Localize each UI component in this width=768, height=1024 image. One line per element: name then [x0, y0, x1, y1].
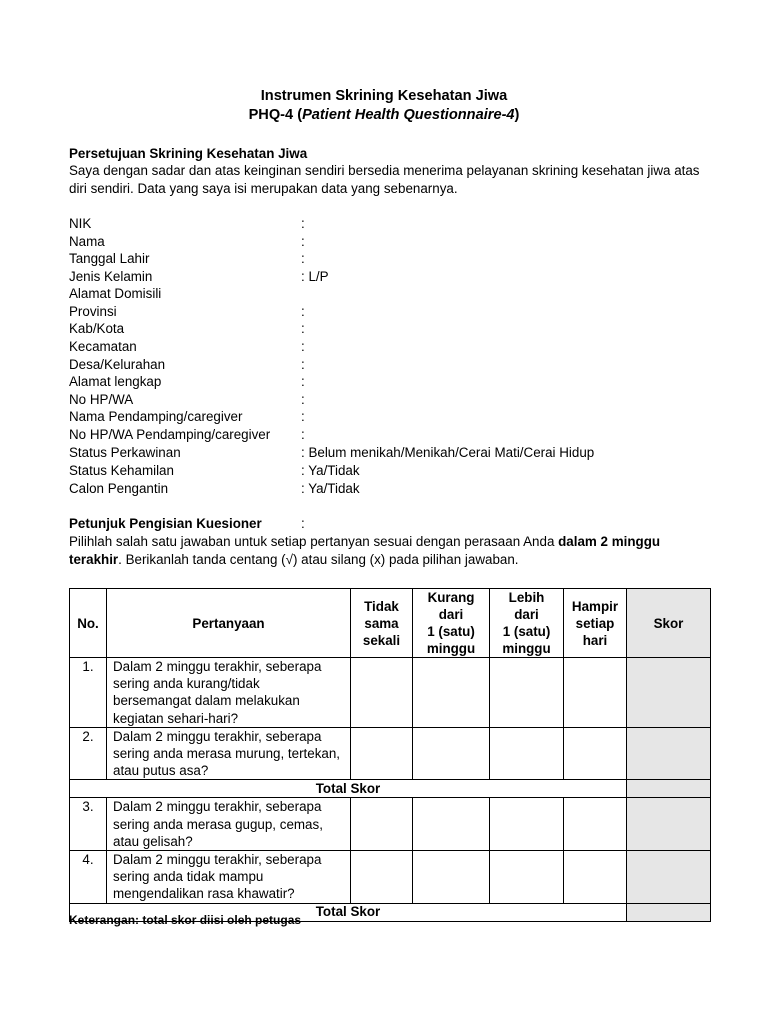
header-no: No.	[70, 589, 107, 658]
instructions-text	[69, 533, 705, 568]
header-line: minggu	[426, 641, 476, 656]
score-cell[interactable]	[627, 798, 711, 851]
total-score-cell[interactable]	[627, 903, 711, 921]
header-option-3	[490, 589, 564, 658]
header-line: 1 (satu)	[427, 624, 475, 639]
identity-label: Calon Pengantin	[69, 481, 169, 496]
header-line: dari	[438, 607, 464, 622]
question-line: Dalam 2 minggu terakhir, seberapa	[113, 728, 322, 744]
header-line: Lebih	[508, 590, 545, 605]
header-line: minggu	[502, 641, 551, 656]
answer-cell-option-3[interactable]	[490, 851, 564, 904]
header-line: dari	[514, 607, 539, 622]
subtitle-prefix: PHQ-4 (	[248, 107, 303, 123]
answer-cell-option-1[interactable]	[351, 798, 413, 851]
footnote: Keterangan: total skor diisi oleh petugas	[69, 913, 302, 927]
header-line: Tidak	[364, 598, 399, 614]
question-line: sering anda merasa murung, tertekan,	[113, 746, 341, 762]
answer-cell-option-1[interactable]	[351, 851, 413, 904]
identity-value: :	[301, 216, 305, 231]
table-row	[70, 851, 711, 904]
identity-value: :	[301, 409, 305, 424]
answer-cell-option-3[interactable]	[490, 658, 564, 728]
question-number: 2.	[70, 727, 107, 780]
answer-cell-option-2[interactable]	[413, 798, 490, 851]
identity-value: :	[301, 374, 305, 389]
question-line: bersemangat dalam melakukan	[113, 693, 300, 709]
consent-text: Saya dengan sadar dan atas keinginan sendiri bersedia menerima pelayanan skrining kesehatan jiwa atas diri sendiri. Data yang saya isi merupakan data yang sebenarnya.	[69, 163, 700, 196]
identity-value: :	[301, 427, 305, 442]
total-score-label: Total Skor	[70, 903, 627, 921]
identity-value: :	[301, 339, 305, 354]
identity-label: Desa/Kelurahan	[69, 357, 166, 372]
header-line: Hampir	[571, 598, 619, 614]
identity-label: NIK	[69, 216, 92, 231]
instructions-text-bold: dalam 2 minggu terakhir	[69, 534, 661, 567]
phq4-table	[69, 588, 711, 922]
score-cell[interactable]	[627, 658, 711, 728]
question-number: 3.	[70, 798, 107, 851]
header-option-4	[564, 589, 627, 658]
question-line: mengendalikan rasa khawatir?	[113, 886, 295, 902]
header-line: hari	[582, 632, 608, 648]
question-line: Dalam 2 minggu terakhir, seberapa	[113, 659, 322, 674]
total-score-label: Total Skor	[70, 780, 627, 798]
header-score: Skor	[627, 589, 711, 658]
identity-label: Alamat Domisili	[69, 286, 162, 301]
instructions-text-end: . Berikanlah tanda centang (√) atau silang (x) pada pilihan jawaban.	[118, 551, 519, 567]
total-score-cell[interactable]	[627, 780, 711, 798]
identity-label: Nama	[69, 234, 105, 249]
subtitle-suffix: )	[514, 107, 520, 123]
question-line: sering anda tidak mampu	[113, 869, 264, 885]
answer-cell-option-4[interactable]	[564, 727, 627, 780]
identity-label: Alamat lengkap	[69, 374, 162, 389]
identity-value: :	[301, 392, 305, 407]
header-question: Pertanyaan	[107, 589, 351, 658]
identity-label: Status Perkawinan	[69, 445, 181, 460]
question-text	[107, 658, 351, 728]
identity-value: :	[301, 321, 305, 336]
identity-label: No HP/WA	[69, 392, 134, 407]
identity-label: Status Kehamilan	[69, 463, 174, 478]
instructions-heading: Petunjuk Pengisian Kuesioner	[69, 516, 262, 531]
document-subtitle	[0, 107, 768, 123]
header-line: sekali	[362, 632, 401, 648]
header-option-2	[413, 589, 490, 658]
instructions-text-start: Pilihlah salah satu jawaban untuk setiap pertanyan sesuai dengan perasaan Anda	[69, 534, 559, 549]
answer-cell-option-3[interactable]	[490, 798, 564, 851]
question-line: Dalam 2 minggu terakhir, seberapa	[113, 799, 322, 815]
question-line: atau gelisah?	[113, 833, 193, 849]
identity-value: :	[301, 234, 305, 249]
identity-label: Provinsi	[69, 304, 117, 319]
table-row	[70, 798, 711, 851]
identity-value: : Ya/Tidak	[301, 463, 360, 478]
question-line: sering anda kurang/tidak	[113, 676, 260, 692]
table-row	[70, 727, 711, 780]
question-line: atau putus asa?	[113, 763, 209, 779]
identity-value: :	[301, 304, 305, 319]
instructions-colon: :	[301, 516, 305, 531]
question-line: Dalam 2 minggu terakhir, seberapa	[113, 852, 322, 868]
identity-label: Kab/Kota	[69, 321, 125, 336]
total-row-1	[70, 780, 711, 798]
answer-cell-option-2[interactable]	[413, 727, 490, 780]
document-title: Instrumen Skrining Kesehatan Jiwa	[260, 88, 508, 104]
answer-cell-option-4[interactable]	[564, 798, 627, 851]
identity-label: No HP/WA Pendamping/caregiver	[69, 427, 271, 442]
answer-cell-option-4[interactable]	[564, 658, 627, 728]
identity-value: : L/P	[301, 269, 329, 284]
identity-value: : Belum menikah/Menikah/Cerai Mati/Cerai Hidup	[301, 445, 595, 460]
answer-cell-option-2[interactable]	[413, 851, 490, 904]
table-row	[70, 658, 711, 728]
identity-value: :	[301, 357, 305, 372]
answer-cell-option-3[interactable]	[490, 727, 564, 780]
identity-label: Kecamatan	[69, 339, 137, 354]
answer-cell-option-2[interactable]	[413, 658, 490, 728]
header-line: setiap	[575, 615, 615, 631]
question-number: 1.	[70, 658, 107, 728]
subtitle-italic: Patient Health Questionnaire-4	[302, 107, 515, 123]
header-line: 1 (satu)	[502, 624, 551, 639]
identity-value: :	[301, 251, 305, 266]
header-option-1	[351, 589, 413, 658]
identity-label: Tanggal Lahir	[69, 251, 150, 266]
identity-label: Jenis Kelamin	[69, 269, 153, 284]
question-line: sering anda merasa gugup, cemas,	[113, 816, 323, 832]
question-text	[107, 851, 351, 904]
identity-label: Nama Pendamping/caregiver	[69, 409, 243, 424]
header-line: Kurang	[427, 590, 475, 605]
consent-heading: Persetujuan Skrining Kesehatan Jiwa	[69, 146, 308, 161]
table-header-row	[70, 589, 711, 658]
identity-value: : Ya/Tidak	[301, 481, 360, 496]
answer-cell-option-1[interactable]	[351, 658, 413, 728]
score-cell[interactable]	[627, 851, 711, 904]
question-number: 4.	[70, 851, 107, 904]
score-cell[interactable]	[627, 727, 711, 780]
answer-cell-option-4[interactable]	[564, 851, 627, 904]
answer-cell-option-1[interactable]	[351, 727, 413, 780]
question-line: kegiatan sehari-hari?	[113, 710, 239, 726]
header-line: sama	[364, 615, 399, 631]
question-text	[107, 798, 351, 851]
question-text	[107, 727, 351, 780]
